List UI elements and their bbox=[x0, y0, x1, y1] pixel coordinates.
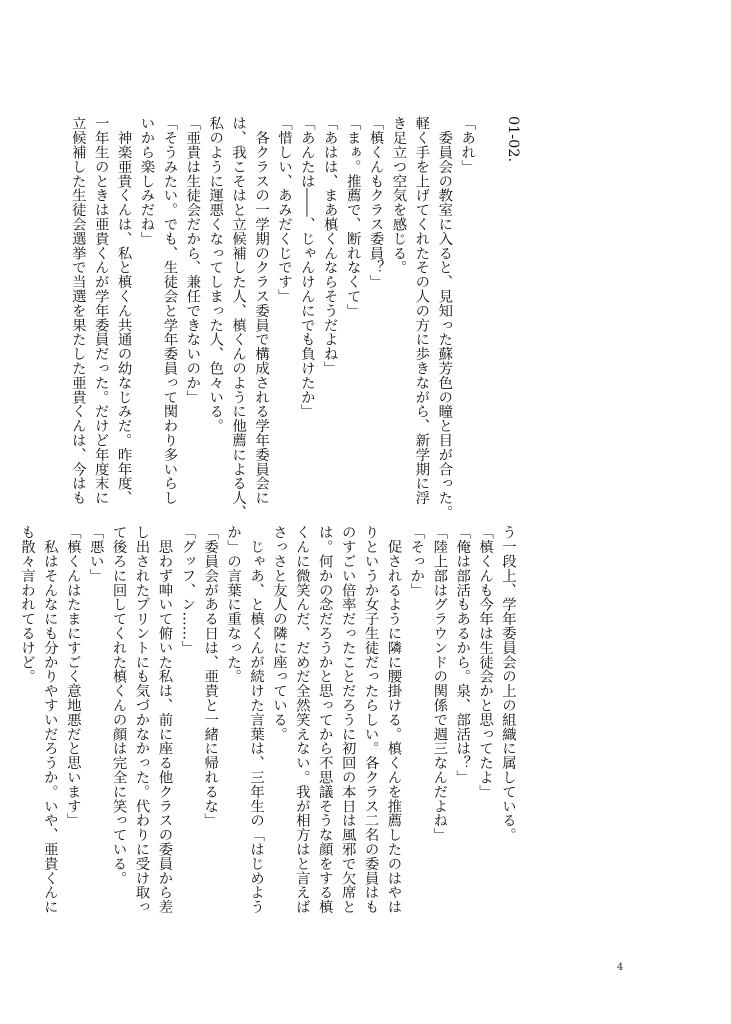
text-line: じゃあ、と槙くんが続けた言葉は、三年生の「はじめよう bbox=[248, 525, 265, 914]
text-line: 私のように運悪くなってしまった人、色々いる。 bbox=[207, 116, 224, 433]
text-line: き足立つ空気を感じる。 bbox=[390, 116, 407, 275]
text-line: か」の言葉に重なった。 bbox=[225, 525, 242, 684]
text-line: のすごい倍率だったことだろうに初回の本日は風邪で欠席と bbox=[339, 525, 356, 914]
text-line: 神楽亜貴くんは、私と槙くん共通の幼なじみだ。昨年度、 bbox=[115, 116, 132, 505]
text-line: 「そっか」 bbox=[408, 525, 425, 597]
text-line: 「あんたは――、じゃんけんにでも負けたか」 bbox=[298, 116, 315, 419]
text-line: 各クラスの一学期のクラス委員で構成される学年委員会に bbox=[253, 116, 270, 505]
text-line: 促されるように隣に腰掛ける。槙くんを推薦したのはやは bbox=[385, 525, 402, 914]
text-line: し出されたプリントにも気づかなかった。代わりに受け取っ bbox=[133, 525, 150, 914]
text-line: 「グッフ、ン……」 bbox=[179, 525, 196, 655]
text-line: て後ろに回してくれた槙くんの顔は完全に笑っている。 bbox=[110, 525, 127, 885]
text-line: さっさと友人の隣に座っている。 bbox=[270, 525, 287, 741]
text-line: 軽く手を上げてくれたその人の方に歩きながら、新学期に浮 bbox=[413, 116, 430, 505]
text-line: は、我こそはと立候補した人、槙くんのように他薦による人、 bbox=[230, 116, 247, 520]
text-block-bottom bbox=[18, 525, 519, 925]
text-line: 「惜しい、あみだくじです」 bbox=[275, 116, 292, 304]
text-line: 私はそんなにも分かりやすいだろうか。いや、亜貴くんに bbox=[41, 525, 58, 914]
text-line: いから楽しみだね」 bbox=[138, 116, 155, 246]
text-line: 「亜貴は生徒会だから、兼任できないのか」 bbox=[184, 116, 201, 404]
text-line: 「俺は部活もあるから。泉、部活は？」 bbox=[454, 525, 471, 785]
text-line: 委員会の教室に入ると、見知った蘇芳色の瞳と目が合った。 bbox=[436, 116, 453, 520]
text-line: 「まぁ。推薦で、断れなくて」 bbox=[344, 116, 361, 318]
text-line: 「槙くんも今年は生徒会かと思ってたよ」 bbox=[477, 525, 494, 799]
text-line: 「あれ」 bbox=[459, 116, 476, 174]
text-block-top bbox=[69, 116, 524, 520]
page-number: 4 bbox=[616, 962, 624, 973]
text-line: 「悪い」 bbox=[87, 525, 104, 583]
text-line: りというか女子生徒だったらしい。各クラス二名の委員はも bbox=[362, 525, 379, 914]
text-line: 思わず呻いて俯いた私は、前に座る他クラスの委員から差 bbox=[156, 525, 173, 914]
text-line: 一年生のときは亜貴くんが学年委員だった。だけど年度末に bbox=[92, 116, 109, 505]
text-line: 「陸上部はグラウンドの関係で週三なんだよね」 bbox=[431, 525, 448, 842]
text-line: 立候補した生徒会選挙で当選を果たした亜貴くんは、今はも bbox=[69, 116, 86, 505]
chapter-heading: 01-02. bbox=[505, 116, 521, 163]
text-line: も散々言われてるけど。 bbox=[18, 525, 35, 684]
text-line: 「あはは、まあ槙くんならそうだよね」 bbox=[321, 116, 338, 376]
text-line: は。何かの念だろうかと思ってから不思議そうな顔をする槙 bbox=[316, 525, 333, 914]
text-line: 「委員会がある日は、亜貴と一緒に帰れるな」 bbox=[202, 525, 219, 828]
text-line: くんに微笑んだ、だめだ全然笑えない。我が相方はと言えば bbox=[293, 525, 310, 914]
text-line: 「槙くんはたまにすごく意地悪だと思います」 bbox=[64, 525, 81, 828]
text-line: 「槙くんもクラス委員？」 bbox=[367, 116, 384, 289]
text-line: う一段上、学年委員会の上の組織に属している。 bbox=[500, 525, 516, 842]
text-line: 「そうみたい。でも、生徒会と学年委員って関わり多いらし bbox=[161, 116, 178, 505]
